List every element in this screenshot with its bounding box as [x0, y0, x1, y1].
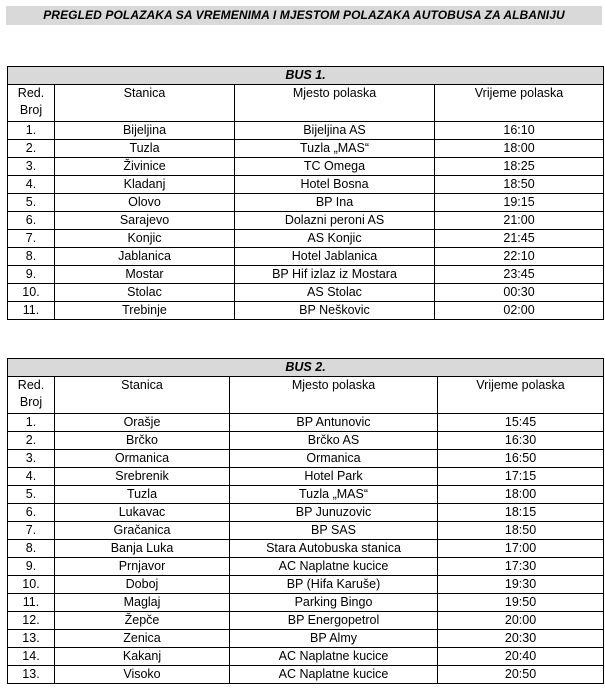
table-row — [8, 122, 604, 140]
departure-time-cell: 02:00 — [435, 302, 604, 320]
departure-time-cell: 19:30 — [438, 576, 604, 594]
departure-place-cell: Stara Autobuska stanica — [230, 540, 438, 558]
station-cell: Bijeljina — [55, 122, 235, 140]
departure-time-cell: 20:00 — [438, 612, 604, 630]
departure-time-cell: 17:00 — [438, 540, 604, 558]
header-stanica: Stanica — [55, 85, 235, 122]
departure-place-cell: Bijeljina AS — [235, 122, 435, 140]
departure-place-cell: AC Naplatne kucice — [230, 648, 438, 666]
table-row — [8, 194, 604, 212]
departure-place-cell: Hotel Bosna — [235, 176, 435, 194]
bus-2-table — [7, 358, 604, 684]
header-mjesto-polaska: Mjesto polaska — [230, 377, 438, 414]
departure-time-cell: 17:15 — [438, 468, 604, 486]
table-row — [8, 612, 604, 630]
table-row — [8, 248, 604, 266]
table-row — [8, 266, 604, 284]
header-stanica: Stanica — [55, 377, 230, 414]
station-cell: Tuzla — [55, 486, 230, 504]
station-cell: Živinice — [55, 158, 235, 176]
row-number: 3. — [8, 450, 55, 468]
station-cell: Orašje — [55, 414, 230, 432]
header-red-broj: Red. Broj — [8, 85, 55, 122]
bus-1-title: BUS 1. — [8, 67, 604, 85]
table-row — [8, 212, 604, 230]
row-number: 6. — [8, 212, 55, 230]
row-number: 10. — [8, 284, 55, 302]
station-cell: Trebinje — [55, 302, 235, 320]
station-cell: Kladanj — [55, 176, 235, 194]
station-cell: Sarajevo — [55, 212, 235, 230]
departure-place-cell: BP Almy — [230, 630, 438, 648]
departure-time-cell: 18:15 — [438, 504, 604, 522]
station-cell: Prnjavor — [55, 558, 230, 576]
station-cell: Doboj — [55, 576, 230, 594]
departure-time-cell: 21:45 — [435, 230, 604, 248]
row-number: 10. — [8, 576, 55, 594]
departure-place-cell: BP Antunovic — [230, 414, 438, 432]
table-header-row — [8, 85, 604, 122]
row-number: 12. — [8, 612, 55, 630]
departure-place-cell: BP (Hifa Karuše) — [230, 576, 438, 594]
departure-place-cell: BP Ina — [235, 194, 435, 212]
station-cell: Žepče — [55, 612, 230, 630]
departure-place-cell: Ormanica — [230, 450, 438, 468]
station-cell: Srebrenik — [55, 468, 230, 486]
station-cell: Gračanica — [55, 522, 230, 540]
table-row — [8, 576, 604, 594]
departure-time-cell: 18:50 — [438, 522, 604, 540]
departure-time-cell: 16:10 — [435, 122, 604, 140]
table-row — [8, 158, 604, 176]
departure-time-cell: 16:50 — [438, 450, 604, 468]
departure-place-cell: BP Energopetrol — [230, 612, 438, 630]
table-row — [8, 468, 604, 486]
departure-time-cell: 18:00 — [438, 486, 604, 504]
departure-time-cell: 15:45 — [438, 414, 604, 432]
table-row — [8, 558, 604, 576]
row-number: 9. — [8, 266, 55, 284]
station-cell: Jablanica — [55, 248, 235, 266]
station-cell: Stolac — [55, 284, 235, 302]
station-cell: Lukavac — [55, 504, 230, 522]
row-number: 2. — [8, 432, 55, 450]
departure-time-cell: 17:30 — [438, 558, 604, 576]
departure-place-cell: AC Naplatne kucice — [230, 558, 438, 576]
departure-time-cell: 22:10 — [435, 248, 604, 266]
departure-place-cell: Parking Bingo — [230, 594, 438, 612]
departure-time-cell: 16:30 — [438, 432, 604, 450]
row-number: 11. — [8, 594, 55, 612]
table-row — [8, 648, 604, 666]
header-vrijeme-polaska: Vrijeme polaska — [435, 85, 604, 122]
row-number: 1. — [8, 414, 55, 432]
departure-place-cell: TC Omega — [235, 158, 435, 176]
departure-time-cell: 18:50 — [435, 176, 604, 194]
station-cell: Ormanica — [55, 450, 230, 468]
departure-place-cell: Hotel Park — [230, 468, 438, 486]
row-number: 8. — [8, 540, 55, 558]
header-vrijeme-polaska: Vrijeme polaska — [438, 377, 604, 414]
table-row — [8, 284, 604, 302]
departure-place-cell: Hotel Jablanica — [235, 248, 435, 266]
departure-time-cell: 18:25 — [435, 158, 604, 176]
departure-place-cell: AS Stolac — [235, 284, 435, 302]
table-row — [8, 414, 604, 432]
departure-place-cell: BP Hif izlaz iz Mostara — [235, 266, 435, 284]
table-row — [8, 594, 604, 612]
row-number: 1. — [8, 122, 55, 140]
table-row — [8, 140, 604, 158]
station-cell: Brčko — [55, 432, 230, 450]
table-row — [8, 230, 604, 248]
departure-place-cell: BP SAS — [230, 522, 438, 540]
bus-2-title: BUS 2. — [8, 359, 604, 377]
departure-time-cell: 19:15 — [435, 194, 604, 212]
departure-time-cell: 21:00 — [435, 212, 604, 230]
row-number: 14. — [8, 648, 55, 666]
station-cell: Maglaj — [55, 594, 230, 612]
document-title: PREGLED POLAZAKA SA VREMENIMA I MJESTOM POLAZAKA AUTOBUSA ZA ALBANIJU — [6, 6, 602, 25]
row-number: 3. — [8, 158, 55, 176]
station-cell: Olovo — [55, 194, 235, 212]
header-red-broj: Red. Broj — [8, 377, 55, 414]
departure-time-cell: 23:45 — [435, 266, 604, 284]
station-cell: Kakanj — [55, 648, 230, 666]
row-number: 6. — [8, 504, 55, 522]
table-header-row — [8, 377, 604, 414]
row-number: 8. — [8, 248, 55, 266]
row-number: 5. — [8, 194, 55, 212]
header-mjesto-polaska: Mjesto polaska — [235, 85, 435, 122]
station-cell: Zenica — [55, 630, 230, 648]
departure-time-cell: 20:40 — [438, 648, 604, 666]
table-row — [8, 522, 604, 540]
row-number: 5. — [8, 486, 55, 504]
departure-place-cell: Dolazni peroni AS — [235, 212, 435, 230]
departure-time-cell: 00:30 — [435, 284, 604, 302]
station-cell: Tuzla — [55, 140, 235, 158]
station-cell: Konjic — [55, 230, 235, 248]
departure-place-cell: BP Neškovic — [235, 302, 435, 320]
table-row — [8, 504, 604, 522]
departure-place-cell: Brčko AS — [230, 432, 438, 450]
departure-time-cell: 20:30 — [438, 630, 604, 648]
row-number: 2. — [8, 140, 55, 158]
departure-place-cell: Tuzla „MAS“ — [235, 140, 435, 158]
row-number: 7. — [8, 522, 55, 540]
bus-1-table — [7, 66, 604, 320]
departure-place-cell: AS Konjic — [235, 230, 435, 248]
table-row — [8, 450, 604, 468]
table-row — [8, 486, 604, 504]
row-number: 11. — [8, 302, 55, 320]
row-number: 13. — [8, 630, 55, 648]
table-row — [8, 666, 604, 684]
station-cell: Banja Luka — [55, 540, 230, 558]
table-row — [8, 302, 604, 320]
table-row — [8, 176, 604, 194]
row-number: 7. — [8, 230, 55, 248]
departure-time-cell: 18:00 — [435, 140, 604, 158]
row-number: 9. — [8, 558, 55, 576]
row-number: 13. — [8, 666, 55, 684]
station-cell: Visoko — [55, 666, 230, 684]
table-row — [8, 630, 604, 648]
departure-place-cell: BP Junuzovic — [230, 504, 438, 522]
departure-time-cell: 19:50 — [438, 594, 604, 612]
row-number: 4. — [8, 468, 55, 486]
row-number: 4. — [8, 176, 55, 194]
station-cell: Mostar — [55, 266, 235, 284]
departure-time-cell: 20:50 — [438, 666, 604, 684]
departure-place-cell: AC Naplatne kucice — [230, 666, 438, 684]
departure-place-cell: Tuzla „MAS“ — [230, 486, 438, 504]
table-row — [8, 432, 604, 450]
table-row — [8, 540, 604, 558]
